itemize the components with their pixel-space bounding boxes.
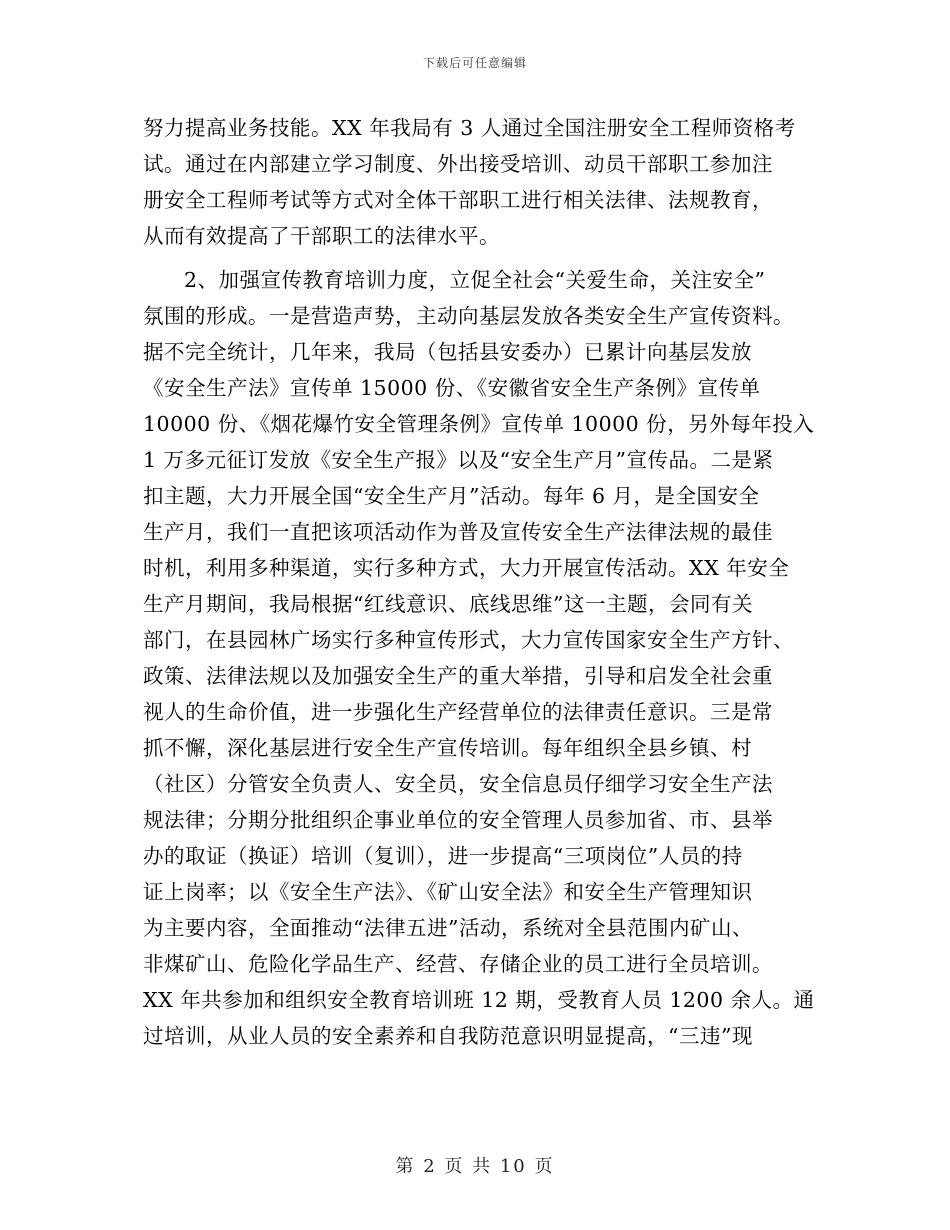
- text-line: 从而有效提高了干部职工的法律水平。: [143, 224, 500, 248]
- text-line: 试。通过在内部建立学习制度、外出接受培训、动员干部职工参加注: [143, 152, 773, 176]
- text-line: （社区）分管安全负责人、安全员，安全信息员仔细学习安全生产法: [143, 772, 773, 796]
- text-line: 时机，利用多种渠道，实行多种方式，大力开展宣传活动。XX 年安全: [143, 556, 790, 580]
- paragraph-start-line: 2、加强宣传教育培训力度，立促全社会“关爱生命，关注安全”: [184, 268, 766, 292]
- page-header: 下载后可任意编辑: [422, 56, 527, 70]
- text-line: 视人的生命价值，进一步强化生产经营单位的法律责任意识。三是常: [143, 700, 773, 724]
- text-line: 1 万多元征订发放《安全生产报》以及“安全生产月”宣传品。二是紧: [143, 448, 774, 472]
- text-line: XX 年共参加和组织安全教育培训班 12 期，受教育人员 1200 余人。通: [143, 988, 815, 1012]
- text-line: 据不完全统计，几年来，我局（包括县安委办）已累计向基层发放: [143, 340, 752, 364]
- text-line: 规法律；分期分批组织企事业单位的安全管理人员参加省、市、县举: [143, 808, 773, 832]
- text-line: 册安全工程师考试等方式对全体干部职工进行相关法律、法规教育，: [143, 188, 773, 212]
- text-line: 氛围的形成。一是营造声势，主动向基层发放各类安全生产宣传资料。: [143, 304, 794, 328]
- text-line: 生产月期间，我局根据“红线意识、底线思维”这一主题，会同有关: [143, 592, 753, 616]
- text-line: 为主要内容，全面推动“法律五进”活动，系统对全县范围内矿山、: [143, 916, 753, 940]
- text-line: 部门，在县园林广场实行多种宣传形式，大力宣传国家安全生产方针、: [143, 628, 794, 652]
- text-line: 《安全生产法》宣传单 15000 份、《安徽省安全生产条例》宣传单: [143, 376, 761, 400]
- text-line: 证上岗率；以《安全生产法》、《矿山安全法》和安全生产管理知识: [143, 880, 753, 904]
- text-line: 办的取证（换证）培训（复训），进一步提高“三项岗位”人员的持: [143, 844, 743, 868]
- text-line: 非煤矿山、危险化学品生产、经营、存储企业的员工进行全员培训。: [143, 952, 773, 976]
- text-line: 过培训，从业人员的安全素养和自我防范意识明显提高，“三违”现: [143, 1024, 753, 1048]
- text-line: 政策、法律法规以及加强安全生产的重大举措，引导和启发全社会重: [143, 664, 773, 688]
- text-line: 抓不懈，深化基层进行安全生产宣传培训。每年组织全县乡镇、村: [143, 736, 752, 760]
- document-body: [143, 110, 815, 1054]
- text-line: 10000 份、《烟花爆竹安全管理条例》宣传单 10000 份，另外每年投入: [143, 412, 815, 436]
- text-line: 扣主题，大力开展全国“安全生产月”活动。每年 6 月，是全国安全: [143, 484, 760, 508]
- page-number-footer: 第 2 页 共 10 页: [395, 1156, 555, 1177]
- text-line: 努力提高业务技能。XX 年我局有 3 人通过全国注册安全工程师资格考: [143, 116, 796, 140]
- text-line: 生产月，我们一直把该项活动作为普及宣传安全生产法律法规的最佳: [143, 520, 773, 544]
